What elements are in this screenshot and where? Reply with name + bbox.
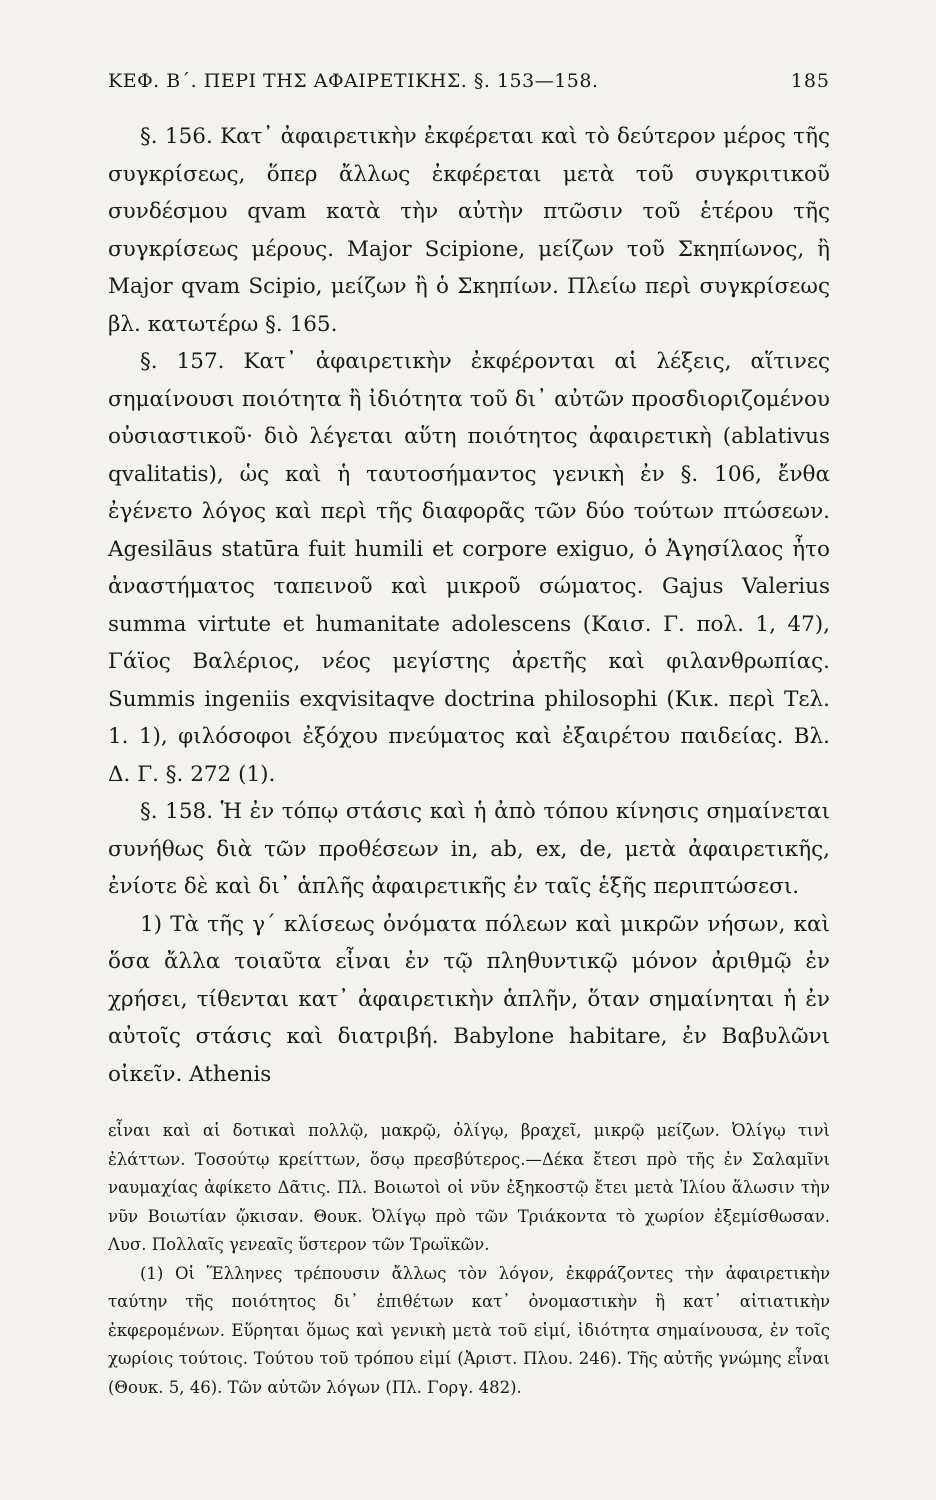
running-header <box>108 70 830 92</box>
footnote-1: (1) Οἱ Ἕλληνες τρέπουσιν ἄλλως τὸν λόγον, ἐκφράζοντες τὴν ἀφαιρετικὴν ταύτην τῆς ποιότητος δι᾽ ἐπιθέτων κατ᾽ ὀνομαστικὴν ἢ κατ᾽ αἰτιατικὴν ἐκφερομένων. Εὕρηται ὅμως καὶ γενικὴ μετὰ τοῦ εἰμί, ἰδιότητα σημαίνουσα, ἐν τοῖς χωρίοις τούτοις. Τούτου τοῦ τρόπου εἰμί (Ἀριστ. Πλου. 246). Τῆς αὐτῆς γνώμης εἶναι (Θουκ. 5, 46). Τῶν αὐτῶν λόγων (Πλ. Γοργ. 482). <box>108 1263 830 1397</box>
paragraph-157: §. 157. Κατ᾽ ἀφαιρετικὴν ἐκφέρονται αἱ λέξεις, αἵτινες σημαίνουσι ποιότητα ἢ ἰδιότητα τοῦ δι᾽ αὐτῶν προσδιοριζομένου οὐσιαστικοῦ· διὸ λέγεται αὕτη ποιότητος ἀφαιρετικὴ (ablativus qvalitatis), ὡς καὶ ἡ ταυτοσήμαντος γενικὴ ἐν §. 106, ἔνθα ἐγένετο λόγος καὶ περὶ τῆς διαφορᾶς τῶν δύο τούτων πτώσεων. Agesilāus statūra fuit humili et corpore exiguo, ὁ Ἀγησίλαος ἦτο ἀναστήματος ταπεινοῦ καὶ μικροῦ σώματος. Gajus Valerius summa virtute et humanitate adolescens (Καισ. Γ. πολ. 1, 47), Γάϊος Βαλέριος, νέος μεγίστης ἀρετῆς καὶ φιλανθρωπίας. Summis ingeniis exqvisitaqve doctrina philosophi (Κικ. περὶ Τελ. 1. 1), φιλόσοφοι ἐξόχου πνεύματος καὶ ἐξαιρέτου παιδείας. Βλ. Δ. Γ. §. 272 (1). <box>108 349 830 787</box>
book-page <box>108 70 830 1402</box>
main-text <box>108 118 830 1093</box>
paragraph-156: §. 156. Κατ᾽ ἀφαιρετικὴν ἐκφέρεται καὶ τὸ δεύτερον μέρος τῆς συγκρίσεως, ὅπερ ἄλλως ἐκφέρεται μετὰ τοῦ συγκριτικοῦ συνδέσμου qvam κατὰ τὴν αὐτὴν πτῶσιν τοῦ ἑτέρου τῆς συγκρίσεως μέρους. Major Scipione, μείζων τοῦ Σκηπίωνος, ἢ Major qvam Scipio, μείζων ἢ ὁ Σκηπίων. Πλείω περὶ συγκρίσεως βλ. κατωτέρω §. 165. <box>108 124 830 337</box>
footnotes <box>108 1117 830 1402</box>
footnote-continuation: εἶναι καὶ αἱ δοτικαὶ πολλῷ, μακρῷ, ὀλίγῳ, βραχεῖ, μικρῷ μείζων. Ὀλίγῳ τινὶ ἐλάττων. Τοσούτῳ κρείττων, ὅσῳ πρεσβύτερος.—Δέκα ἔτεσι πρὸ τῆς ἐν Σαλαμῖνι ναυμαχίας ἀφίκετο Δᾶτις. Πλ. Βοιωτοὶ οἱ νῦν ἑξηκοστῷ ἔτει μετὰ Ἰλίου ἅλωσιν τὴν νῦν Βοιωτίαν ᾤκισαν. Θουκ. Ὀλίγῳ πρὸ τῶν Τριάκοντα τὸ χωρίον ἐξεμίσθωσαν. Λυσ. Πολλαῖς γενεαῖς ὕστερον τῶν Τρωϊκῶν. <box>108 1121 830 1254</box>
page-number: 185 <box>790 70 830 92</box>
paragraph-158: §. 158. Ἡ ἐν τόπῳ στάσις καὶ ἡ ἀπὸ τόπου κίνησις σημαίνεται συνήθως διὰ τῶν προθέσεων in, ab, ex, de, μετὰ ἀφαιρετικῆς, ἐνίοτε δὲ καὶ δι᾽ ἁπλῆς ἀφαιρετικῆς ἐν ταῖς ἑξῆς περιπτώσεσι. <box>108 799 830 899</box>
paragraph-158-item-1: 1) Τὰ τῆς γ΄ κλίσεως ὀνόματα πόλεων καὶ μικρῶν νήσων, καὶ ὅσα ἄλλα τοιαῦτα εἶναι ἐν τῷ πληθυντικῷ μόνον ἀριθμῷ ἐν χρήσει, τίθενται κατ᾽ ἀφαιρετικὴν ἁπλῆν, ὅταν σημαίνηται ἡ ἐν αὐτοῖς στάσις καὶ διατριβή. Babylone habitare, ἐν Βαβυλῶνι οἰκεῖν. Athenis <box>108 911 830 1087</box>
running-title: ΚΕΦ. Β΄. ΠΕΡΙ ΤΗΣ ΑΦΑΙΡΕΤΙΚΗΣ. §. 153—158. <box>108 70 599 92</box>
